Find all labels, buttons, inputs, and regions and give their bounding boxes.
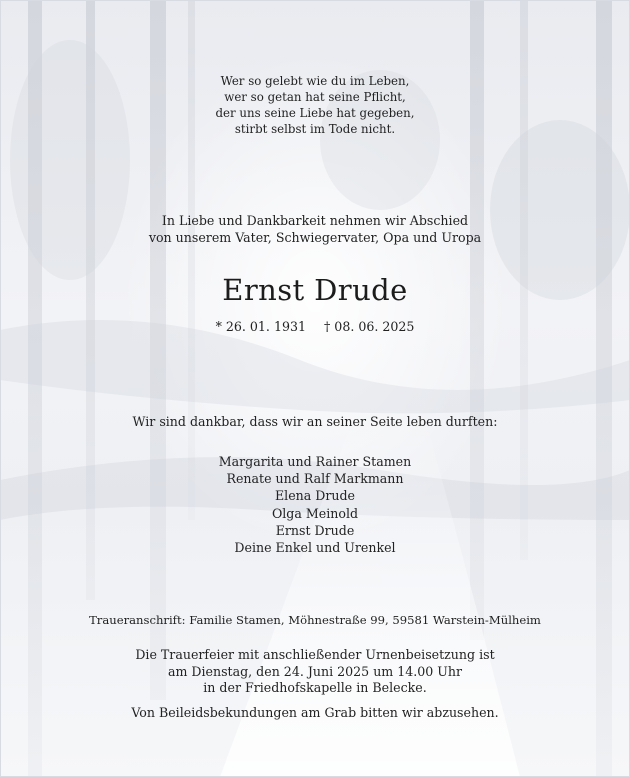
poem-line: der uns seine Liebe hat gegeben, — [215, 106, 415, 120]
ceremony-line: in der Friedhofskapelle in Belecke. — [203, 680, 427, 695]
poem-line: wer so getan hat seine Pflicht, — [224, 90, 406, 104]
ceremony-line: Die Trauerfeier mit anschließender Urnenbeisetzung ist — [135, 647, 495, 662]
death-date: † 08. 06. 2025 — [324, 319, 415, 334]
mourning-address: Traueranschrift: Familie Stamen, Möhnestraße 99, 59581 Warstein-Mülheim — [89, 613, 541, 627]
funeral-details — [0, 647, 630, 697]
family-list — [0, 453, 630, 556]
farewell-intro — [0, 212, 630, 246]
deceased-name: Ernst Drude — [222, 273, 408, 307]
ceremony-line: am Dienstag, den 24. Juni 2025 um 14.00 Uhr — [167, 663, 463, 679]
family-member: Elena Drude — [274, 488, 356, 504]
intro-line: von unserem Vater, Schwiegervater, Opa und Uropa — [148, 230, 482, 245]
intro-line: In Liebe und Dankbarkeit nehmen wir Abschied — [161, 213, 469, 228]
life-dates — [0, 319, 630, 335]
poem-line: Wer so gelebt wie du im Leben, — [220, 74, 410, 88]
family-member: Renate und Ralf Markmann — [226, 471, 404, 487]
condolence-note: Von Beileidsbekundungen am Grab bitten wir abzusehen. — [131, 705, 499, 720]
family-member: Margarita und Rainer Stamen — [218, 454, 412, 469]
poem — [0, 73, 630, 137]
gratitude-text: Wir sind dankbar, dass wir an seiner Seite leben durften: — [132, 414, 498, 429]
family-member: Ernst Drude — [275, 522, 355, 538]
birth-date: * 26. 01. 1931 — [215, 319, 306, 334]
family-member: Deine Enkel und Urenkel — [234, 540, 396, 556]
family-member: Olga Meinold — [271, 505, 359, 521]
poem-line: stirbt selbst im Tode nicht. — [234, 122, 396, 136]
